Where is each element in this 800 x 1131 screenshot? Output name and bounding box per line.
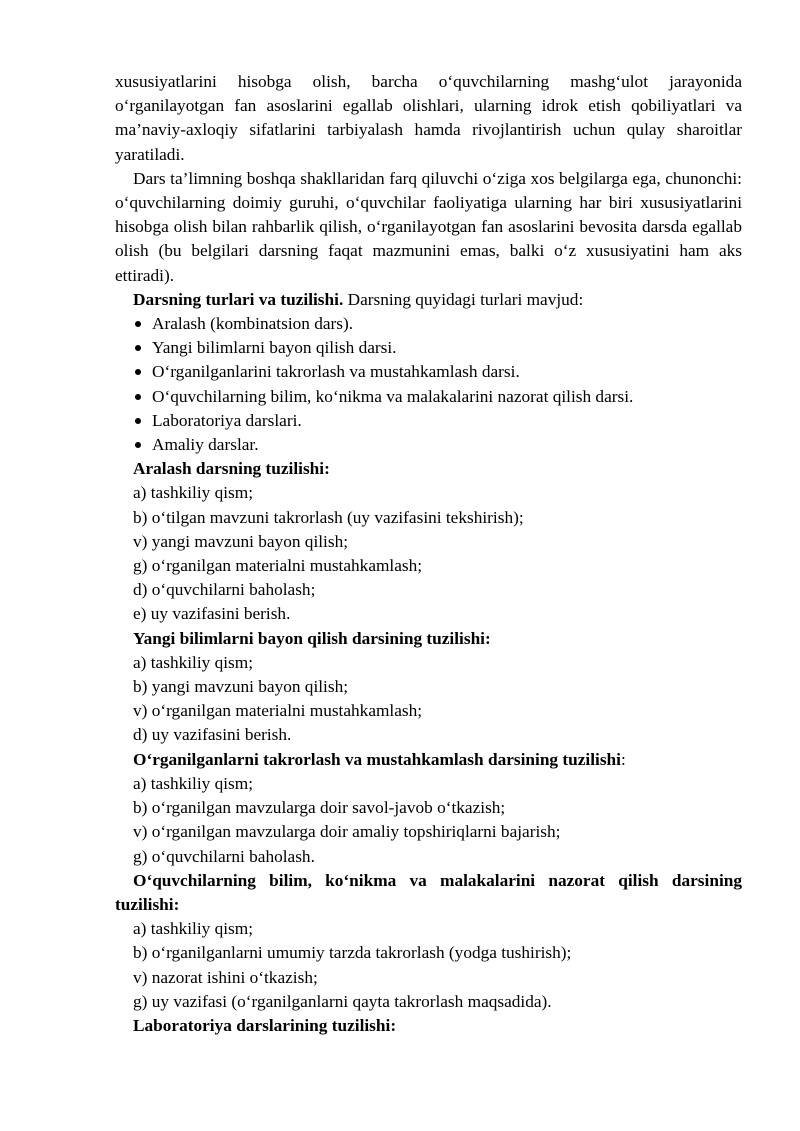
mixed-step: v) yangi mavzuni bayon qilish; [133,531,349,551]
list-item [115,433,742,457]
repetition-heading: O‘rganilganlarni takrorlash va mustahkamlash darsining tuzilishi [133,749,621,769]
control-step: b) o‘rganilganlarni umumiy tarzda takrorlash (yodga tushirish); [133,943,572,963]
document-body [115,70,742,1038]
new-knowledge-step: d) uy vazifasini berish. [133,725,292,745]
laboratory-heading: Laboratoriya darslarining tuzilishi: [133,1015,397,1035]
bullet-icon [135,369,141,375]
repetition-heading-line [115,748,742,772]
bullet-icon [135,394,141,400]
mixed-step: b) o‘tilgan mavzuni takrorlash (uy vazifasini tekshirish); [133,507,524,527]
repetition-step: b) o‘rganilgan mavzularga doir savol-javob o‘tkazish; [133,798,506,818]
control-heading: O‘quvchilarning bilim, ko‘nikma va malakalarini nazorat qilish darsining tuzilishi: [115,870,742,914]
mixed-step: g) o‘rganilgan materialni mustahkamlash; [133,556,423,576]
list-item-text: O‘quvchilarning bilim, ko‘nikma va malakalarini nazorat qilish darsi. [152,386,634,406]
mixed-step: e) uy vazifasini berish. [133,604,291,624]
bullet-icon [135,442,141,448]
lesson-types-list [115,312,742,457]
list-item-text: O‘rganilganlarini takrorlash va mustahkamlash darsi. [152,362,520,382]
list-item [115,360,742,384]
mixed-step: a) tashkiliy qism; [133,483,253,503]
list-item-text: Aralash (kombinatsion dars). [152,314,354,334]
repetition-step: g) o‘quvchilarni baholash. [133,846,315,866]
repetition-step: v) o‘rganilgan mavzularga doir amaliy topshiriqlarni bajarish; [133,822,561,842]
list-item [115,312,742,336]
bullet-icon [135,345,141,351]
repetition-heading-colon: : [620,749,626,769]
list-item [115,409,742,433]
new-knowledge-step: b) yangi mavzuni bayon qilish; [133,677,349,697]
lesson-types-heading: Darsning turlari va tuzilishi. [133,289,344,309]
mixed-lesson-heading: Aralash darsning tuzilishi: [133,459,330,479]
list-item-text: Amaliy darslar. [152,435,259,455]
repetition-step: a) tashkiliy qism; [133,773,253,793]
list-item [115,385,742,409]
control-step: g) uy vazifasi (o‘rganilganlarni qayta takrorlash maqsadida). [133,991,552,1011]
new-knowledge-heading: Yangi bilimlarni bayon qilish darsining tuzilishi: [133,628,491,648]
list-item [115,336,742,360]
list-item-text: Yangi bilimlarni bayon qilish darsi. [152,338,397,358]
control-step: a) tashkiliy qism; [133,919,253,939]
bullet-icon [135,321,141,327]
list-item-text: Laboratoriya darslari. [152,410,302,430]
paragraph-continuation: xususiyatlarini hisobga olish, barcha o‘quvchilarning mashg‘ulot jarayonida o‘rganilayotgan fan asoslarini egallab olishlari, ularning idrok etish qobiliyatlari va ma’naviy-axloqiy sifatlarini tarbiyalash hamda rivojlantirish uchun qulay sharoitlar yaratiladi. [115,72,742,164]
control-step: v) nazorat ishini o‘tkazish; [133,967,318,987]
lesson-types-intro [115,288,742,312]
bullet-icon [135,418,141,424]
new-knowledge-step: v) o‘rganilgan materialni mustahkamlash; [133,701,423,721]
mixed-step: d) o‘quvchilarni baholash; [133,580,316,600]
new-knowledge-step: a) tashkiliy qism; [133,652,253,672]
lesson-types-intro-text: Darsning quyidagi turlari mavjud: [343,289,584,309]
paragraph-lesson-features: Dars ta’limning boshqa shakllaridan farq qiluvchi o‘ziga xos belgilarga ega, chunonchi: o‘quvchilarning doimiy guruhi, o‘quvchilar faoliyatiga ularning har biri xususiyatlarini hisobga olish bilan rahbarlik qilish, o‘rganilayotgan fan asoslarini bevosita darsda egallab olish (bu belgilari darsning faqat mazmunini emas, balki o‘z xususiyatini ham aks ettiradi). [115,168,742,285]
